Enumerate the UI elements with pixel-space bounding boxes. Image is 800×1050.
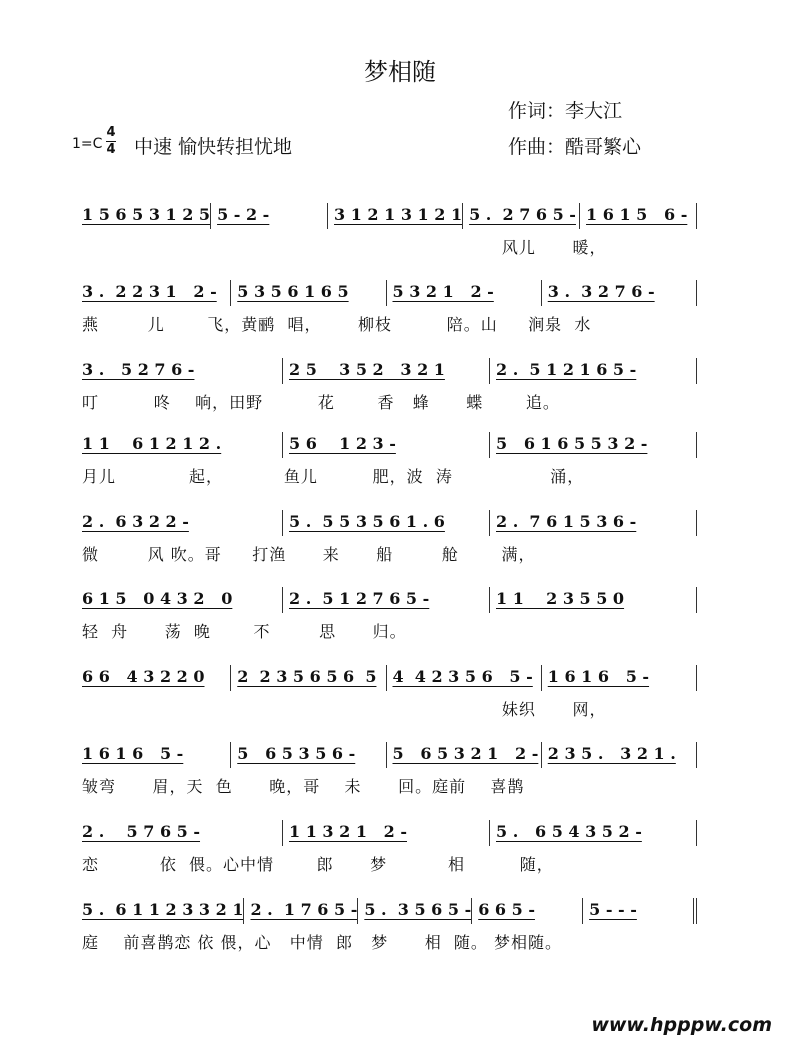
score-row [82, 432, 697, 486]
measure: 2 . 5 1 2 1 6 5 - [489, 358, 696, 384]
measure-group [82, 587, 697, 613]
measure: 2 . 6 3 2 2 - [82, 512, 189, 531]
score-row [82, 665, 697, 719]
measure: 5 6 5 3 5 6 - [230, 742, 385, 768]
measure: 1 6 1 6 5 - [82, 744, 184, 763]
measure: 5 3 5 6 1 6 5 [230, 280, 385, 306]
lyrics-line: 皱弯 眉，天 色 晚，哥 未 回。庭前 喜鹊 [82, 777, 525, 796]
score-row [82, 358, 697, 412]
lyrics-line: 叮 咚 响，田野 花 香 蜂 蝶 追。 [82, 393, 560, 412]
measure: 3 . 3 2 7 6 - [541, 280, 696, 306]
score-row [82, 203, 697, 257]
measure: 2 . 5 7 6 5 - [82, 822, 201, 841]
score-row [82, 898, 697, 952]
time-signature [106, 126, 116, 157]
measure: 2 . 1 7 6 5 - [243, 898, 357, 924]
measure: 5 . 5 5 3 5 6 1 . 6 [282, 510, 489, 536]
lyrics-line: 微 风 吹。哥 打渔 来 船 舱 满， [82, 545, 536, 564]
measure: 3 1 2 1 3 1 2 1 [327, 203, 462, 229]
lyrics-line: 恋 依 偎。心中情 郎 梦 相 随， [82, 855, 554, 874]
measure: 5 3 2 1 2 - [386, 280, 541, 306]
measure-group [82, 203, 697, 229]
measure-group [82, 432, 697, 458]
score-row [82, 510, 697, 564]
measure-group [82, 510, 697, 536]
measure: 5 - - - [582, 898, 693, 924]
measure: 5 6 1 2 3 - [282, 432, 489, 458]
measure: 5 6 5 3 2 1 2 - [386, 742, 541, 768]
measure-group [82, 820, 697, 846]
measure: 2 2 3 5 6 5 6 5 [230, 665, 385, 691]
score-row [82, 820, 697, 874]
tempo-marking: 中速 愉快转担忧地 [134, 136, 293, 158]
measure: 2 3 5 . 3 2 1 . [541, 742, 696, 768]
measure: 6 6 4 3 2 2 0 [82, 667, 205, 686]
measure: 4 4 2 3 5 6 5 - [386, 665, 541, 691]
measure: 3 . 2 2 3 1 2 - [82, 282, 217, 301]
measure-group [82, 358, 697, 384]
measure: 1 6 1 6 5 - [541, 665, 696, 691]
key-signature: 1=C [72, 136, 103, 152]
measure: 5 . 2 7 6 5 - [462, 203, 579, 229]
measure: 6 6 5 - [471, 898, 582, 924]
time-signature-bottom: 4 [106, 142, 116, 157]
score-row [82, 280, 697, 334]
measure: 1 1 6 1 2 1 2 . [82, 434, 222, 453]
lyrics-line: 妹织 网， [82, 700, 607, 719]
measure-group [82, 898, 697, 924]
lyrics-line: 燕 儿 飞，黄鹂 唱， 柳枝 陪。山 涧泉 水 [82, 315, 592, 334]
song-title: 梦相随 [364, 58, 436, 86]
score-row [82, 587, 697, 641]
measure: 5 6 1 6 5 5 3 2 - [489, 432, 696, 458]
measure: 1 1 2 3 5 5 0 [489, 587, 696, 613]
measure: 2 . 7 6 1 5 3 6 - [489, 510, 696, 536]
lyricist-credit: 作词：李大江 [508, 100, 623, 122]
lyrics-line: 轻 舟 荡 晚 不 思 归。 [82, 622, 407, 641]
measure: 1 6 1 5 6 - [579, 203, 696, 229]
score-row [82, 742, 697, 796]
measure: 5 . 3 5 6 5 - [357, 898, 471, 924]
measure: 3 . 5 2 7 6 - [82, 360, 195, 379]
time-signature-top: 4 [106, 125, 116, 140]
measure-group [82, 665, 697, 691]
measure: 6 1 5 0 4 3 2 0 [82, 589, 233, 608]
lyrics-line: 庭 前喜鹊恋 依 偎，心 中情 郎 梦 相 随。 梦相随。 [82, 933, 562, 952]
measure-group [82, 280, 697, 306]
measure: 1 5 6 5 3 1 2 5 [82, 205, 211, 224]
lyrics-line: 月儿 起， 鱼儿 肥，波 涛 涌， [82, 467, 585, 486]
measure: 5 . 6 1 1 2 3 3 2 1 [82, 900, 244, 919]
measure-group [82, 742, 697, 768]
measure: 5 - 2 - [210, 203, 327, 229]
measure: 2 5 3 5 2 3 2 1 [282, 358, 489, 384]
watermark: www.hpppw.com [591, 1014, 772, 1036]
lyrics-line: 风儿 暖， [82, 238, 607, 257]
composer-credit: 作曲：酷哥繁心 [508, 136, 642, 158]
measure: 1 1 3 2 1 2 - [282, 820, 489, 846]
measure: 2 . 5 1 2 7 6 5 - [282, 587, 489, 613]
measure: 5 . 6 5 4 3 5 2 - [489, 820, 696, 846]
